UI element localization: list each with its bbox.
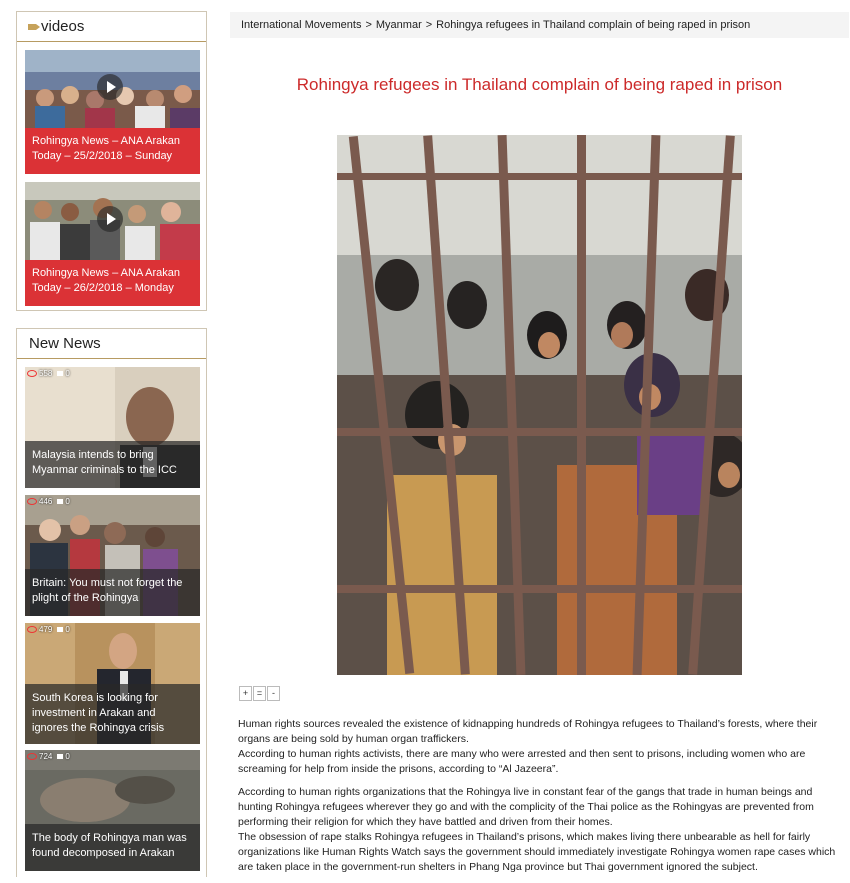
comments-count: 0 <box>65 625 70 634</box>
views-count: 446 <box>39 497 53 506</box>
new-news-widget-title: New News <box>29 335 101 352</box>
videos-widget-title: videos <box>41 18 85 35</box>
new-news-widget <box>16 328 207 877</box>
breadcrumb-link-international-movements[interactable]: International Movements <box>241 19 362 31</box>
views-count: 724 <box>39 752 53 761</box>
article-paragraph <box>238 785 838 875</box>
comments-icon <box>57 627 63 632</box>
decrease-font-button[interactable]: - <box>267 686 280 701</box>
news-stats <box>27 369 70 378</box>
comments-icon <box>57 499 63 504</box>
breadcrumb-current: Rohingya refugees in Thailand complain of being raped in prison <box>436 19 751 31</box>
breadcrumb-link-myanmar[interactable]: Myanmar <box>375 19 422 31</box>
videos-widget-header <box>17 12 206 42</box>
views-count: 558 <box>39 369 53 378</box>
article-body <box>238 717 838 883</box>
news-card[interactable] <box>25 750 200 871</box>
views-count: 479 <box>39 625 53 634</box>
article-sentence: The obsession of rape stalks Rohingya refugees in Thailand’s prisons, which makes living there unbearable as hell for fairly organizations like Human Rights Watch says the government should immediately investigate Rohingya women rape cases which are taken place in the government-run shelters in Phang Nga province but Thai government ignored the subject. <box>238 831 836 873</box>
views-icon <box>27 626 37 633</box>
increase-font-button[interactable]: + <box>239 686 252 701</box>
news-title[interactable]: South Korea is looking for investment in Arakan and ignores the Rohingya crisis <box>25 684 200 744</box>
views-icon <box>27 753 37 760</box>
article-sentence: Human rights sources revealed the existence of kidnapping hundreds of Rohingya refugees to Thailand’s forests, where their organs are being sold by human organ traffickers. <box>238 718 818 745</box>
article-photo <box>337 135 742 675</box>
article-sentence: According to human rights activists, there are many who were arrested and then sent to prisons, including women who are screaming for help from inside the prisons, according to “Al Jazeera”. <box>238 748 806 775</box>
video-caption[interactable]: Rohingya News – ANA Arakan Today – 26/2/2018 – Monday <box>25 260 200 306</box>
breadcrumb <box>230 12 849 38</box>
breadcrumb-separator: > <box>425 19 433 31</box>
comments-count: 0 <box>65 369 70 378</box>
news-card[interactable] <box>25 623 200 744</box>
news-title[interactable]: The body of Rohingya man was found decomposed in Arakan <box>25 824 200 871</box>
views-icon <box>27 370 37 377</box>
video-camera-icon <box>28 24 36 30</box>
comments-icon <box>57 371 63 376</box>
comments-count: 0 <box>65 752 70 761</box>
news-card[interactable] <box>25 495 200 616</box>
breadcrumb-separator: > <box>365 19 372 31</box>
news-title[interactable]: Malaysia intends to bring Myanmar criminals to the ICC <box>25 441 200 488</box>
video-caption[interactable]: Rohingya News – ANA Arakan Today – 25/2/2018 – Sunday <box>25 128 200 174</box>
news-stats <box>27 625 70 634</box>
article-title: Rohingya refugees in Thailand complain of being raped in prison <box>296 75 783 94</box>
news-stats <box>27 497 70 506</box>
article-sentence: According to human rights organizations that the Rohingya live in constant fear of the gangs that trade in human beings and hunting Rohingya refugees wherever they go and with the complicity of the Thai police as the Rohingyas are prevented from performing their religion for which they have battled and driven from their homes. <box>238 786 814 828</box>
comments-icon <box>57 754 63 759</box>
comments-count: 0 <box>65 497 70 506</box>
views-icon <box>27 498 37 505</box>
video-card[interactable] <box>25 50 200 174</box>
news-title[interactable]: Britain: You must not forget the plight of the Rohingya <box>25 569 200 616</box>
prison-photo <box>337 135 742 675</box>
video-card[interactable] <box>25 182 200 306</box>
video-thumbnail[interactable] <box>25 50 200 128</box>
video-thumbnail[interactable] <box>25 182 200 260</box>
news-stats <box>27 752 70 761</box>
font-size-controls <box>239 686 280 701</box>
new-news-widget-header <box>17 329 206 359</box>
videos-widget <box>16 11 207 311</box>
play-icon[interactable] <box>97 74 123 100</box>
reset-font-button[interactable]: = <box>253 686 266 701</box>
article-paragraph <box>238 717 838 777</box>
news-card[interactable] <box>25 367 200 488</box>
play-icon[interactable] <box>97 206 123 232</box>
